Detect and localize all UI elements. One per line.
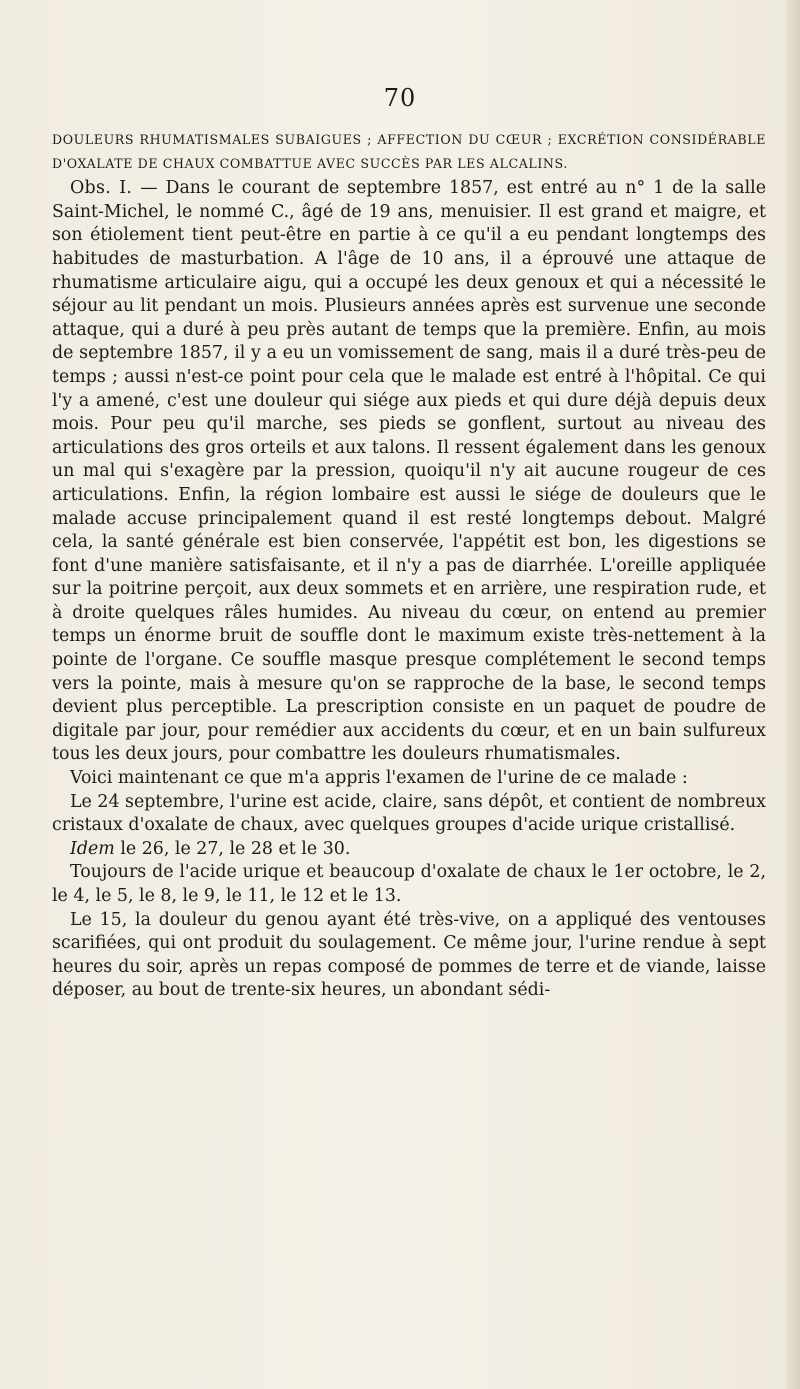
paragraph-urine-intro: Voici maintenant ce que m'a appris l'examen de l'urine de ce malade : — [70, 768, 688, 789]
idem-text: le 26, le 27, le 28 et le 30. — [120, 838, 351, 859]
paragraph-24-september: Le 24 septembre, l'urine est acide, claire, sans dépôt, et contient de nombreux cristaux d'oxalate de chaux, avec quelques groupes d'acide urique cristallisé. — [52, 791, 766, 836]
paragraph-15: Le 15, la douleur du genou ayant été très-vive, on a appliqué des ventouses scarifiées, qui ont produit du soulagement. Ce même jour, l'urine rendue à sept heures du soir, après un repas composé de pommes de terre et de viande, laisse déposer, au bout de trente-six heures, un abondant sédi- — [52, 909, 766, 1001]
paragraph-october: Toujours de l'acide urique et beaucoup d'oxalate de chaux le 1er octobre, le 2, le 4, le 5, le 8, le 9, le 11, le 12 et le 13. — [52, 862, 766, 906]
body-text — [52, 128, 766, 1003]
observation-paragraph — [52, 177, 766, 767]
idem-label: Idem — [70, 838, 115, 859]
section-heading: DOULEURS RHUMATISMALES SUBAIGUES ; AFFECTION DU CŒUR ; EXCRÉTION CONSIDÉRABLE D'OXALATE DE CHAUX COMBATTUE AVEC SUCCÈS PAR LES ALCALINS. — [52, 132, 766, 171]
page-edge — [786, 0, 800, 1389]
paragraph-idem — [52, 838, 766, 862]
observation-label: Obs. I. — [70, 178, 133, 199]
observation-text: — Dans le courant de septembre 1857, est entré au n° 1 de la salle Saint-Michel, le nommé C., âgé de 19 ans, menuisier. Il est grand et maigre, et son étiolement tient peut-être en partie à ce qu'il a eu pendant longtemps des habitudes de masturbation. A l'âge de 10 ans, il a éprouvé une attaque de rhumatisme articulaire aigu, qui a occupé les deux genoux et qui a nécessité le séjour au lit pendant un mois. Plusieurs années après est survenue une seconde attaque, qui a duré à peu près autant de temps que la première. Enfin, au mois de septembre 1857, il y a eu un vomissement de sang, mais il a duré très-peu de temps ; aussi n'est-ce point pour cela que le malade est entré à l'hôpital. Ce qui l'y a amené, c'est une douleur qui siége aux pieds et qui dure déjà depuis deux mois. Pour peu qu'il marche, ses pieds se gonflent, surtout au niveau des articulations des gros orteils et aux talons. Il ressent également dans les genoux un mal qui s'exagère par la pression, quoiqu'il n'y ait aucune rougeur de ces articulations. Enfin, la région lombaire est aussi le siége de douleurs que le malade accuse principalement quand il est resté longtemps debout. Malgré cela, la santé générale est bien conservée, l'appétit est bon, les digestions se font d'une manière satisfaisante, et il n'y a pas de diarrhée. L'oreille appliquée sur la poitrine perçoit, aux deux sommets et en arrière, une respiration rude, et à droite quelques râles humides. Au niveau du cœur, on entend au premier temps un énorme bruit de souffle dont le maximum existe très-nettement à la pointe de l'organe. Ce souffle masque presque complétement le second temps vers la pointe, mais à mesure qu'on se rapproche de la base, le second temps devient plus perceptible. La prescription consiste en un paquet de poudre de digitale par jour, pour remédier aux accidents du cœur, et en un bain sulfureux tous les deux jours, pour combattre les douleurs rhumatismales. — [52, 178, 766, 765]
page-number: 70 — [383, 84, 417, 112]
